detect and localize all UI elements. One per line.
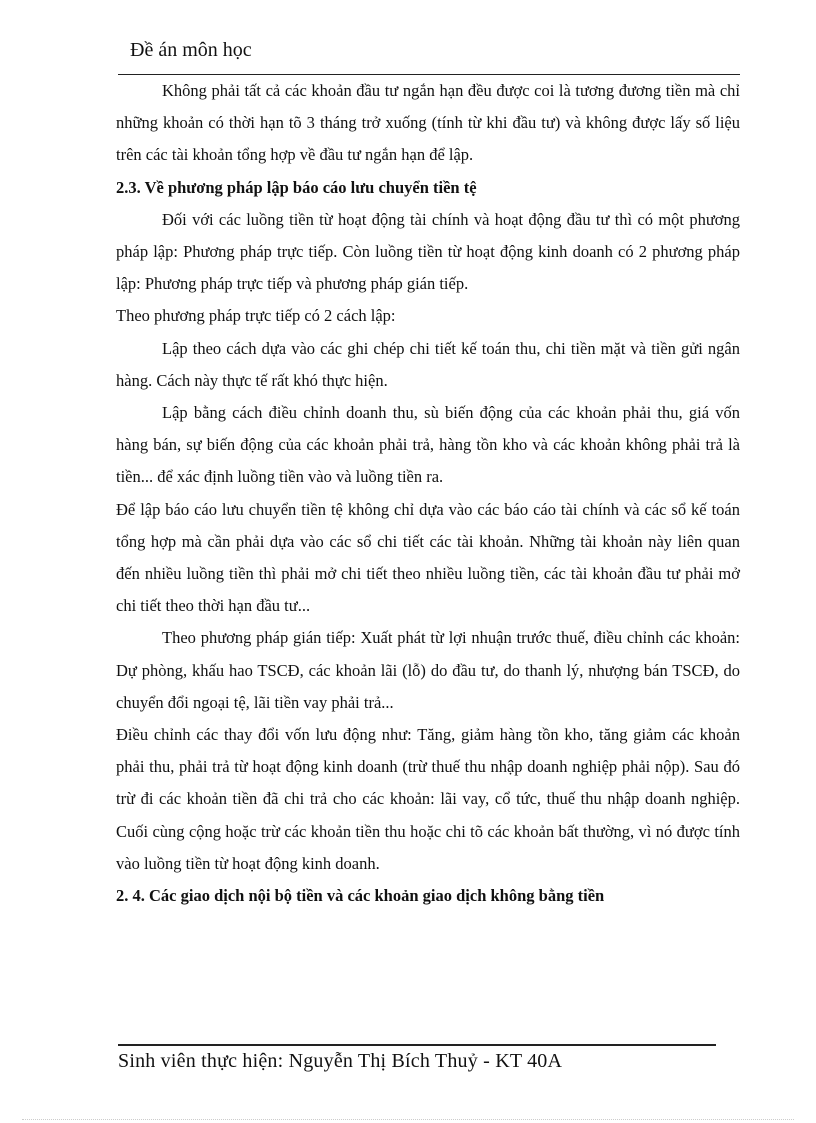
page-header-title: Đề án môn học bbox=[130, 39, 252, 61]
document-body bbox=[116, 75, 740, 912]
paragraph-working-capital-adjustments: Điều chỉnh các thay đổi vốn lưu động như: Tăng, giảm hàng tồn kho, tăng giảm các khoản phải thu, phải trả từ hoạt động kinh doanh (trừ thuế thu nhập doanh nghiệp phải nộp). Sau đó trừ đi các khoản tiền đã chi trả cho các khoản: lãi vay, cổ tức, thuế thu nhập doanh nghiệp. Cuối cùng cộng hoặc trừ các khoản tiền thu hoặc chi tõ các khoản bất thường, vì nó được tính vào luồng tiền từ hoạt động kinh doanh. bbox=[116, 725, 740, 873]
page-edge-dotted-line bbox=[22, 1119, 794, 1120]
section-heading-2-4: 2. 4. Các giao dịch nội bộ tiền và các khoản giao dịch không bằng tiền bbox=[116, 886, 605, 906]
section-heading-2-3: 2.3. Về phương pháp lập báo cáo lưu chuyển tiền tệ bbox=[116, 177, 477, 197]
page-footer-author: Sinh viên thực hiện: Nguyễn Thị Bích Thuỷ - KT 40A bbox=[118, 1050, 563, 1072]
paragraph-direct-method-intro: Theo phương pháp trực tiếp có 2 cách lập: bbox=[116, 306, 396, 326]
paragraph-direct-method-way-2: Lập bằng cách điều chỉnh doanh thu, sù biến động của các khoản phải thu, giá vốn hàng bán, sự biến động của các khoản phải trả, hàng tồn kho và các khoản không phải trả là tiền... để xác định luồng tiền vào và luồng tiền ra. bbox=[116, 403, 740, 487]
paragraph-direct-method-way-1: Lập theo cách dựa vào các ghi chép chi tiết kế toán thu, chi tiền mặt và tiền gửi ngân hàng. Cách này thực tế rất khó thực hiện. bbox=[116, 338, 740, 390]
paragraph-indirect-method: Theo phương pháp gián tiếp: Xuất phát từ lợi nhuận trước thuế, điều chỉnh các khoản: Dự phòng, khấu hao TSCĐ, các khoản lãi (lỗ) do đầu tư, do thanh lý, nhượng bán TSCĐ, do chuyển đổi ngoại tệ, lãi tiền vay phải trả... bbox=[116, 628, 740, 712]
paragraph-cash-equivalents: Không phải tất cả các khoản đầu tư ngắn hạn đều được coi là tương đương tiền mà chỉ những khoản có thời hạn tõ 3 tháng trở xuống (tính từ khi đầu tư) và không được lấy số liệu trên các tài khoản tổng hợp về đầu tư ngắn hạn để lập. bbox=[116, 81, 740, 165]
paragraph-detail-ledgers: Để lập báo cáo lưu chuyển tiền tệ không chỉ dựa vào các báo cáo tài chính và các sổ kế toán tổng hợp mà cần phải dựa vào các sổ chi tiết các tài khoản. Những tài khoản này liên quan đến nhiều luồng tiền thì phải mở chi tiết theo nhiều luồng tiền, các tài khoản đầu tư phải mở chi tiết theo thời hạn đầu tư... bbox=[116, 499, 740, 616]
footer-divider bbox=[118, 1044, 716, 1046]
paragraph-methods-overview: Đối với các luồng tiền từ hoạt động tài chính và hoạt động đầu tư thì có một phương pháp lập: Phương pháp trực tiếp. Còn luồng tiền từ hoạt động kinh doanh có 2 phương pháp lập: Phương pháp trực tiếp và phương pháp gián tiếp. bbox=[116, 209, 740, 294]
